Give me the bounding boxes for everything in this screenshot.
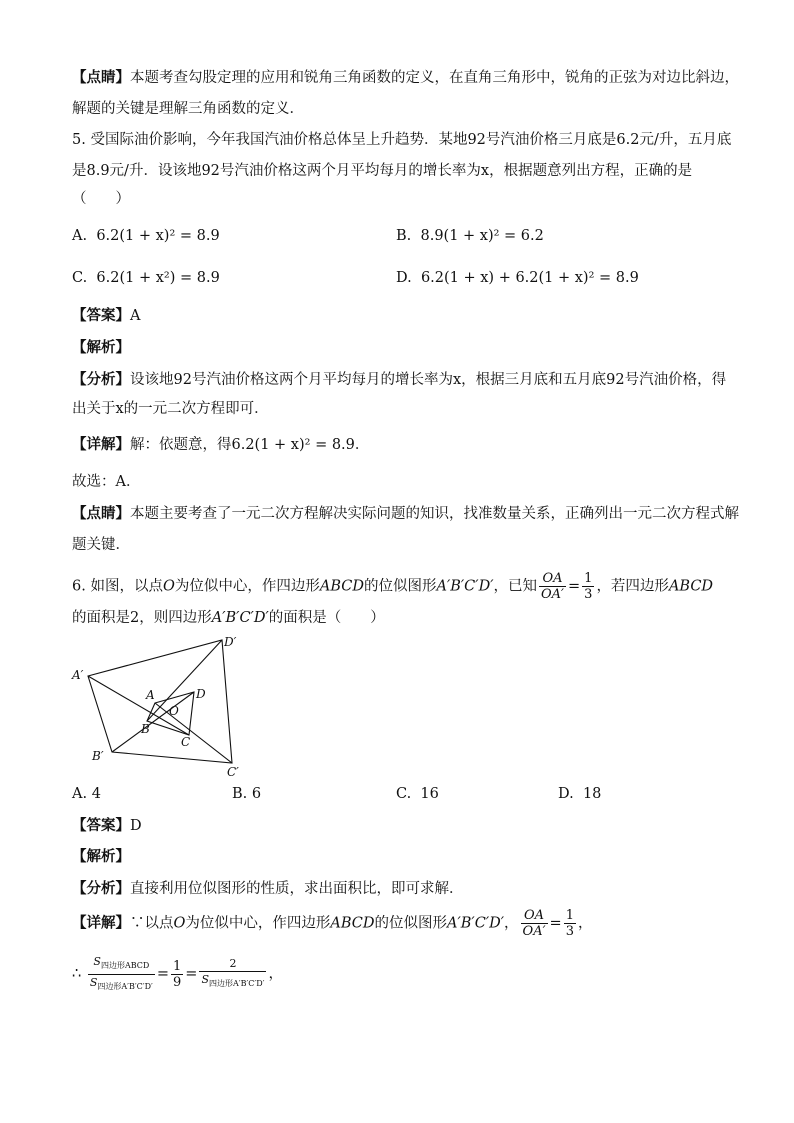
answer-value: A	[130, 308, 141, 324]
q5-dianjing-line2: 题关键．	[72, 537, 130, 553]
q6-option-a: A. 4	[72, 786, 101, 802]
label-d: D	[196, 687, 206, 701]
dianjing-label: 【点睛】	[72, 69, 130, 86]
q5-fenxi-text: 设该地92号汽油价格这两个月平均每月的增长率为x，根据三月底和五月底92号汽油价格，得	[130, 372, 727, 388]
q6-area-ratio: ∴ $\frac{S_{四边形ABCD}}{S_{四边形A'B'C'D'}}$ = $\frac{1}{9}$ = $\frac{2}{S_{四边形A'B'C'D'}}$ ，	[72, 952, 283, 996]
q5-dianjing-text: 本题主要考查了一元二次方程解决实际问题的知识，找准数量关系，正确列出一元二次方程式解	[130, 506, 739, 522]
q5-stem-line2: 是8.9元/升．设该地92号汽油价格这两个月平均每月的增长率为x，根据题意列出方程，正确的是	[72, 163, 693, 179]
fenxi-label: 【分析】	[72, 371, 130, 388]
q5-option-a: A. 6.2(1 + x)² = 8.9	[72, 228, 220, 244]
q5-xiangjie-text: 解：依题意，得6.2(1 + x)² = 8.9．	[130, 437, 370, 453]
q6-fenxi	[72, 879, 464, 899]
one-third-fraction-2: $\frac{1}{3}$	[565, 908, 574, 939]
label-c-prime: C′	[227, 765, 239, 779]
q6-answer	[72, 816, 142, 836]
q5-jiexi-label: 【解析】	[72, 339, 130, 356]
xiangjie-label: 【详解】	[72, 436, 130, 453]
q6-stem-line2: 的面积是2，则四边形A′B′C′D′的面积是（ ）	[72, 610, 385, 626]
q5-stem-line1: 5. 受国际油价影响，今年我国汽油价格总体呈上升趋势．某地92号汽油价格三月底是6.2元/升，五月底	[72, 132, 732, 148]
two-over-area-fraction: $\frac{2}{S_{四边形A'B'C'D'}}$	[201, 957, 265, 989]
label-o: O	[169, 704, 179, 718]
q5-stem-line3: （ ）	[72, 191, 130, 207]
q5-guxuan: 故选：A．	[72, 474, 141, 490]
label-a-prime: A′	[72, 668, 84, 682]
answer-label: 【答案】	[72, 817, 130, 834]
answer-label: 【答案】	[72, 307, 130, 324]
q6-option-b: B. 6	[232, 786, 262, 802]
q5-option-c: C. 6.2(1 + x²) = 8.9	[72, 270, 220, 286]
label-c: C	[181, 735, 191, 749]
xiangjie-label: 【详解】	[72, 914, 130, 932]
fenxi-label: 【分析】	[72, 880, 130, 897]
q6-xiangjie: 【详解】∵以点O为位似中心，作四边形ABCD的位似图形A′B′C′D′， $\frac{OA}{OA'}$ = $\frac{1}{3}$ ，	[72, 908, 593, 939]
one-ninth-fraction: $\frac{1}{9}$	[173, 958, 182, 990]
q5-option-b: B. 8.9(1 + x)² = 6.2	[396, 228, 544, 244]
ratio-fraction-2: $\frac{OA}{OA'}$	[522, 908, 546, 939]
q5-fenxi-line2: 出关于x的一元二次方程即可．	[72, 401, 269, 417]
homothety-figure	[70, 632, 260, 782]
q6-option-d: D. 18	[558, 786, 602, 802]
q5-dianjing	[72, 504, 739, 524]
label-b-prime: B′	[92, 749, 104, 763]
q5-answer	[72, 306, 140, 326]
one-third-fraction: $\frac{1}{3}$	[584, 571, 593, 602]
area-ratio-fraction: $\frac{S_{四边形ABCD}}{S_{四边形A'B'C'D'}}$	[89, 955, 153, 991]
q6-option-c: C. 16	[396, 786, 439, 802]
ratio-fraction: $\frac{OA}{OA'}$	[541, 571, 564, 602]
q6-stem-line1: 6. 如图，以点O为位似中心，作四边形ABCD的位似图形A′B′C′D′，已知 $\frac{OA}{OA'}$ = $\frac{1}{3}$ ，若四边形ABCD	[72, 571, 714, 602]
q5-option-d: D. 6.2(1 + x) + 6.2(1 + x)² = 8.9	[396, 270, 639, 286]
label-a: A	[146, 688, 155, 702]
answer-value: D	[130, 818, 142, 834]
q6-fenxi-text: 直接利用位似图形的性质，求出面积比，即可求解．	[130, 881, 464, 897]
segment-c1-a	[155, 703, 232, 763]
label-d-prime: D′	[224, 635, 237, 649]
q4-dianjing-text: 本题考查勾股定理的应用和锐角三角函数的定义，在直角三角形中，锐角的正弦为对边比斜边，	[130, 70, 739, 86]
segment-d1-b	[147, 640, 222, 721]
q5-xiangjie	[72, 435, 369, 455]
q5-fenxi	[72, 370, 726, 390]
q4-dianjing	[72, 68, 739, 88]
label-b: B	[141, 722, 150, 736]
q4-dianjing-line2: 解题的关键是理解三角函数的定义．	[72, 101, 304, 117]
dianjing-label: 【点睛】	[72, 505, 130, 522]
q6-jiexi-label: 【解析】	[72, 848, 130, 865]
